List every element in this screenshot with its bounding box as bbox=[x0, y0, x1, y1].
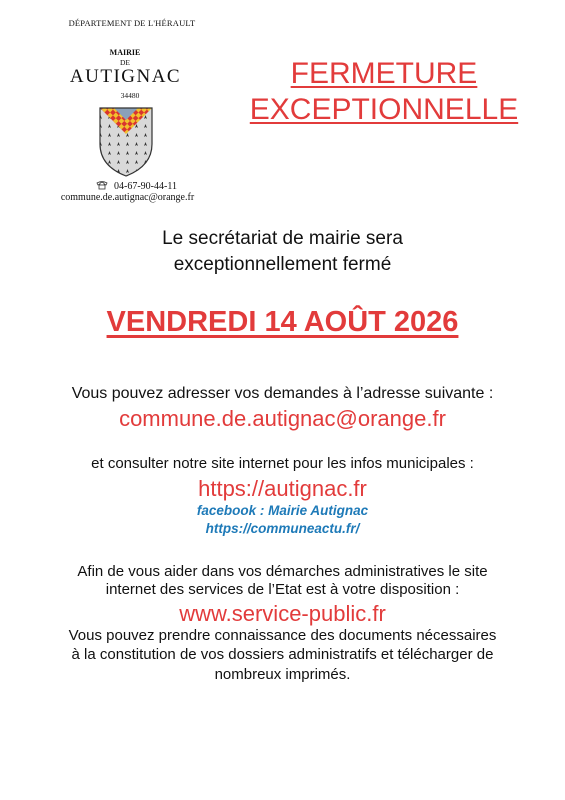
service-public-link[interactable]: www.service-public.fr bbox=[179, 601, 386, 626]
info-line-3: nombreux imprimés. bbox=[214, 666, 351, 683]
notice-line-2: exceptionnellement fermé bbox=[173, 254, 392, 275]
info-line-1: Vous pouvez prendre connaissance des documents nécessaires bbox=[68, 627, 497, 644]
website-link[interactable]: https://autignac.fr bbox=[198, 476, 367, 501]
zip-code: 34480 bbox=[120, 91, 140, 100]
help-line-1: Afin de vous aider dans vos démarches administratives le site bbox=[77, 563, 488, 580]
consult-text: et consulter notre site internet pour les infos municipales : bbox=[91, 455, 474, 472]
closure-date bbox=[0, 306, 565, 339]
help-line-2: internet des services de l’Etat est à votre disposition : bbox=[105, 581, 460, 598]
header-email: commune.de.autignac@orange.fr bbox=[60, 192, 195, 203]
closure-title bbox=[224, 56, 544, 128]
facebook-link[interactable]: facebook : Mairie Autignac bbox=[196, 503, 369, 518]
title-line-2: EXCEPTIONNELLE bbox=[249, 93, 519, 126]
closure-date-text: VENDREDI 14 AOÛT 2026 bbox=[106, 306, 459, 338]
mairie-label: MAIRIE bbox=[109, 48, 141, 57]
info-line-2: à la constitution de vos dossiers administratifs et télécharger de bbox=[71, 646, 494, 663]
title-line-1: FERMETURE bbox=[290, 57, 478, 90]
town-name: AUTIGNAC bbox=[69, 66, 182, 87]
requests-email-link[interactable]: commune.de.autignac@orange.fr bbox=[119, 406, 446, 431]
communeactu-link[interactable]: https://communeactu.fr/ bbox=[205, 521, 360, 536]
requests-text: Vous pouvez adresser vos demandes à l’adresse suivante : bbox=[71, 385, 494, 402]
phone-number: 04-67-90-44-11 bbox=[114, 181, 177, 192]
de-label: DE bbox=[120, 58, 130, 67]
department-label: DÉPARTEMENT DE L'HÉRAULT bbox=[68, 18, 196, 28]
coat-of-arms-icon bbox=[96, 104, 156, 178]
notice-line-1: Le secrétariat de mairie sera bbox=[162, 228, 403, 249]
